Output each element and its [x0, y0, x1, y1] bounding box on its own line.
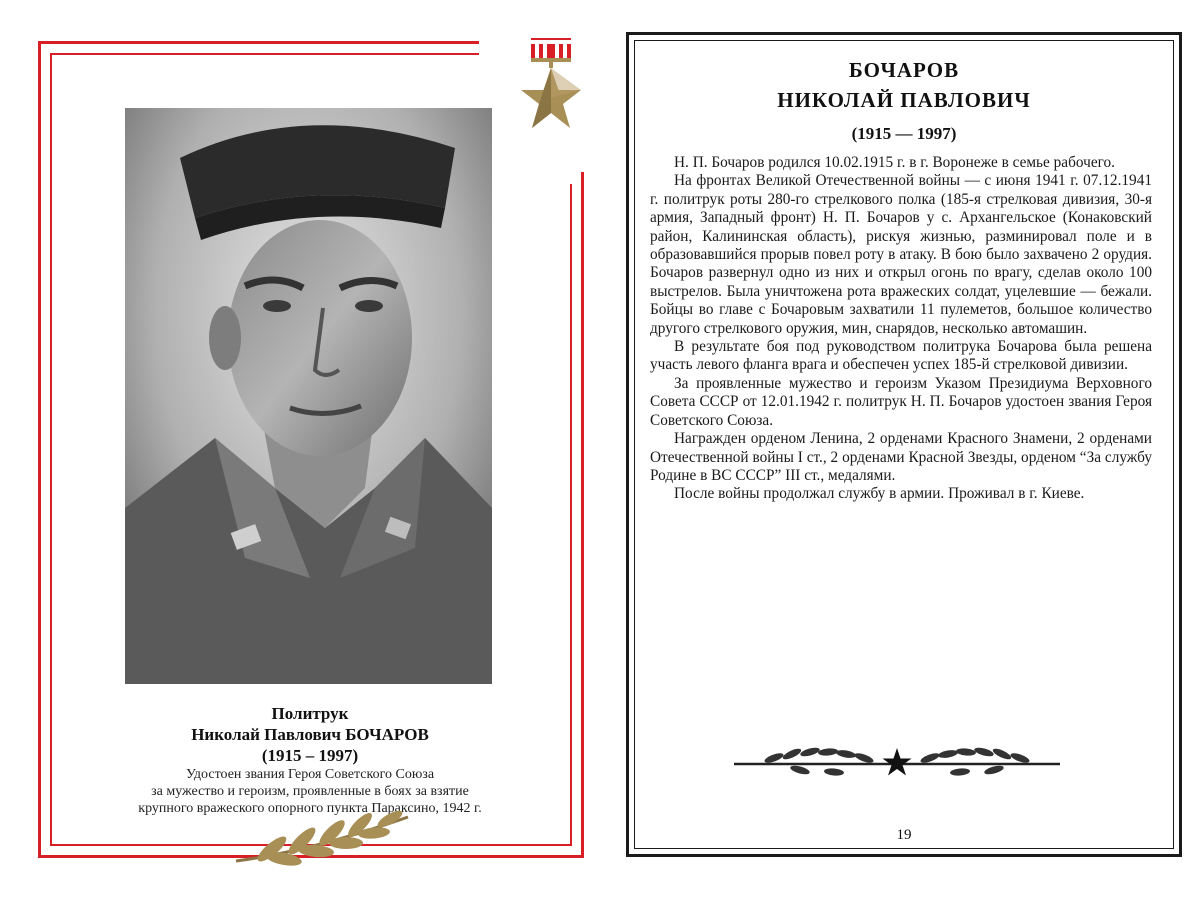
portrait-photo [125, 108, 492, 684]
caption-line-1: Удостоен звания Героя Советского Союза [185, 767, 435, 782]
right-page [608, 0, 1200, 902]
title-surname: БОЧАРОВ [848, 58, 960, 82]
frame-top-outer [38, 41, 479, 44]
paragraph-5: Награжден орденом Ленина, 2 орденами Красного Знамени, 2 орденами Отечественной войны I ст., 2 орденами Красной Звезды, орденом “За службу Родине в ВС СССР” III ст., медалями. [650, 430, 1152, 484]
caption-rank: Политрук [271, 704, 349, 723]
paragraph-4: За проявленные мужество и героизм Указом Президиума Верховного Совета СССР от 12.01.1942 г. политрук Н. П. Бочаров удостоен звания Героя Советского Союза. [650, 374, 1152, 429]
laurel-star-ornament-icon [734, 740, 1060, 784]
frame-top-inner [50, 53, 479, 55]
laurel-branch-icon [232, 807, 412, 867]
paragraph-3: В результате боя под руководством политрука Бочарова была решена участь левого фланга врага и обеспечен успех 185-й стрелковой дивизии. [650, 338, 1152, 374]
caption-years: (1915 – 1997) [261, 746, 359, 765]
frame-left-inner [50, 53, 52, 846]
biography-text [650, 154, 1152, 504]
paragraph-6: После войны продолжал службу в армии. Проживал в г. Киеве. [674, 485, 1085, 503]
page-number: 19 [896, 827, 912, 843]
caption-line-3: крупного вражеского опорного пункта Параксино, 1942 г. [138, 801, 482, 816]
paragraph-2: На фронтах Великой Отечественной войны — с июня 1941 г. 07.12.1941 г. политрук роты 280-го стрелкового полка (185-я стрелковая дивизия, 30-я армия, Западный фронт) Н. П. Бочаров у с. Архангельское (Конаковский район, Калининская область), рискуя жизнью, разминировал поле и в образовавшийся прорыв повел роту в атаку. В бою было захвачено 2 орудия. Бочаров развернул одно из них и открыл огонь по врагу, сделав около 100 выстрелов. Была уничтожена рота вражеских солдат, уцелевшие — бежали. Бойцы во главе с Бочаровым захватили 11 пулеметов, большое количество другого стрелкового оружия, мин, снарядов, несколько автомашин. [650, 172, 1152, 337]
frame-left-outer [38, 41, 41, 858]
left-page [0, 0, 598, 902]
title-years: (1915 — 1997) [851, 124, 957, 143]
frame-right-inner [570, 184, 572, 846]
title-given-names: НИКОЛАЙ ПАВЛОВИЧ [777, 88, 1031, 112]
caption-name: Николай Павлович БОЧАРОВ [191, 725, 429, 744]
gold-star-medal-icon [519, 38, 583, 136]
paragraph-1: Н. П. Бочаров родился 10.02.1915 г. в г. Воронеже в семье рабочего. [674, 154, 1115, 171]
caption-line-2: за мужество и героизм, проявленные в боях за взятие [151, 784, 469, 799]
frame-right-outer [581, 172, 584, 858]
